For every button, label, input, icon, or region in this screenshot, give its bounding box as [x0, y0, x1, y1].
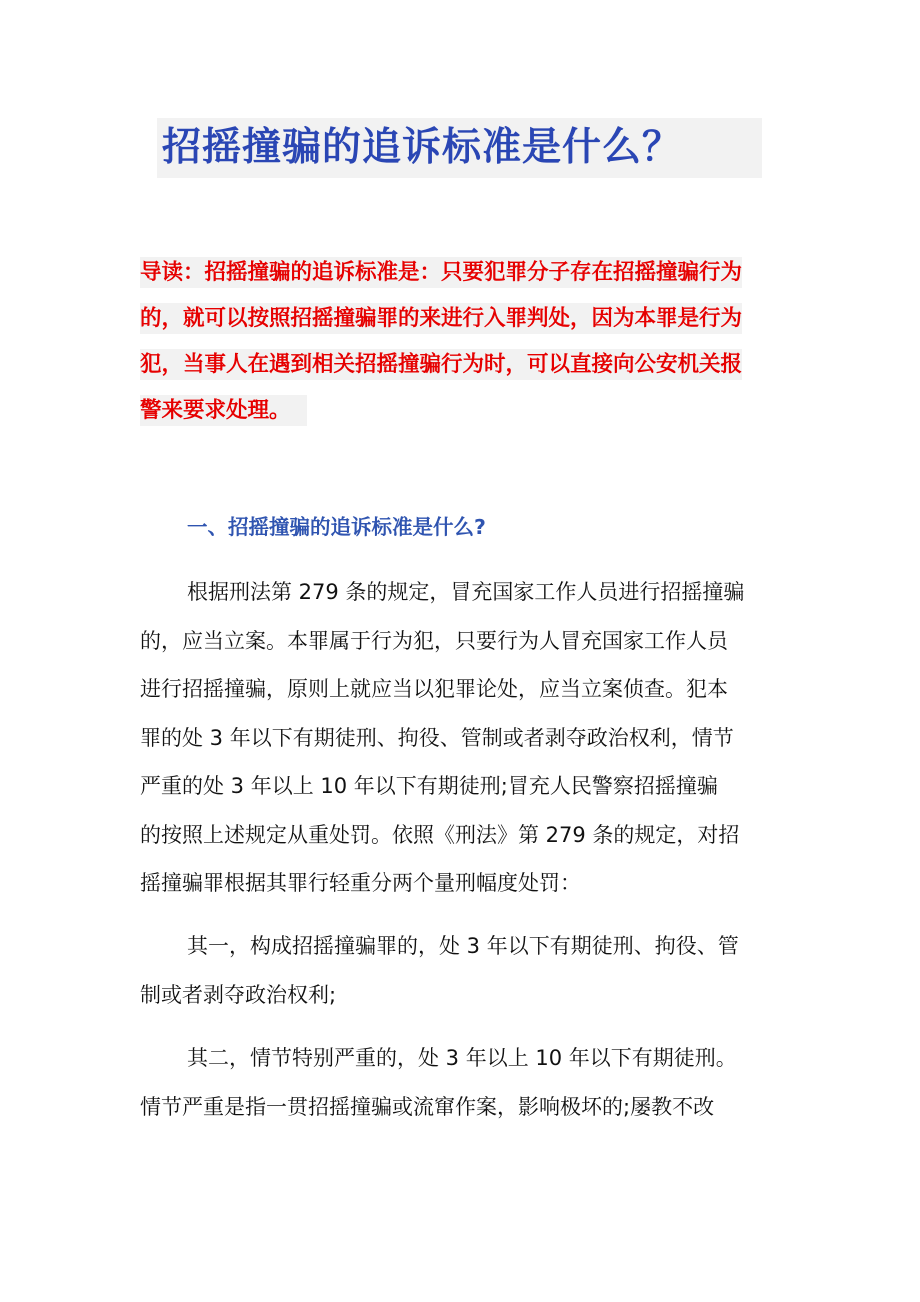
paragraph-line: 的按照上述规定从重处罚。依照《刑法》第 279 条的规定，对招 — [140, 822, 740, 847]
intro-block — [140, 250, 782, 434]
page-title: 招摇撞骗的追诉标准是什么？ — [162, 125, 683, 170]
section-heading: 一、招摇撞骗的追诉标准是什么? — [187, 515, 486, 539]
paragraph-line: 严重的处 3 年以上 10 年以下有期徒刑;冒充人民警察招摇撞骗 — [140, 774, 718, 798]
intro-line — [140, 342, 782, 388]
paragraph-line: 其一，构成招摇撞骗罪的，处 3 年以下有期徒刑、拘役、管 — [187, 934, 739, 958]
paragraph-line: 摇撞骗罪根据其罪行轻重分两个量刑幅度处罚： — [140, 871, 581, 895]
paragraph-first-range — [140, 922, 782, 1019]
intro-line — [140, 296, 782, 342]
intro-line — [140, 388, 782, 434]
paragraph-line: 制或者剥夺政治权利; — [140, 982, 337, 1007]
intro-text: 警来要求处理。 — [140, 395, 307, 426]
paragraph-line: 情节严重是指一贯招摇撞骗或流窜作案，影响极坏的;屡教不改 — [140, 1094, 715, 1119]
paragraph-line: 其二，情节特别严重的，处 3 年以上 10 年以下有期徒刑。 — [187, 1046, 737, 1070]
paragraph-line: 进行招摇撞骗，原则上就应当以犯罪论处，应当立案侦查。犯本 — [140, 677, 728, 701]
title-highlight — [157, 118, 762, 178]
intro-text: 犯，当事人在遇到相关招摇撞骗行为时，可以直接向公安机关报 — [140, 349, 742, 380]
intro-line — [140, 250, 782, 296]
intro-text: 的，就可以按照招摇撞骗罪的来进行入罪判处，因为本罪是行为 — [140, 303, 742, 334]
paragraph-line: 罪的处 3 年以下有期徒刑、拘役、管制或者剥夺政治权利，情节 — [140, 725, 734, 750]
paragraph-second-range — [140, 1034, 782, 1131]
paragraph-line: 的，应当立案。本罪属于行为犯，只要行为人冒充国家工作人员 — [140, 628, 728, 653]
paragraph-line: 根据刑法第 279 条的规定，冒充国家工作人员进行招摇撞骗 — [187, 580, 745, 604]
paragraph-criteria — [140, 568, 782, 908]
intro-text: 导读：招摇撞骗的追诉标准是：只要犯罪分子存在招摇撞骗行为 — [140, 257, 742, 288]
